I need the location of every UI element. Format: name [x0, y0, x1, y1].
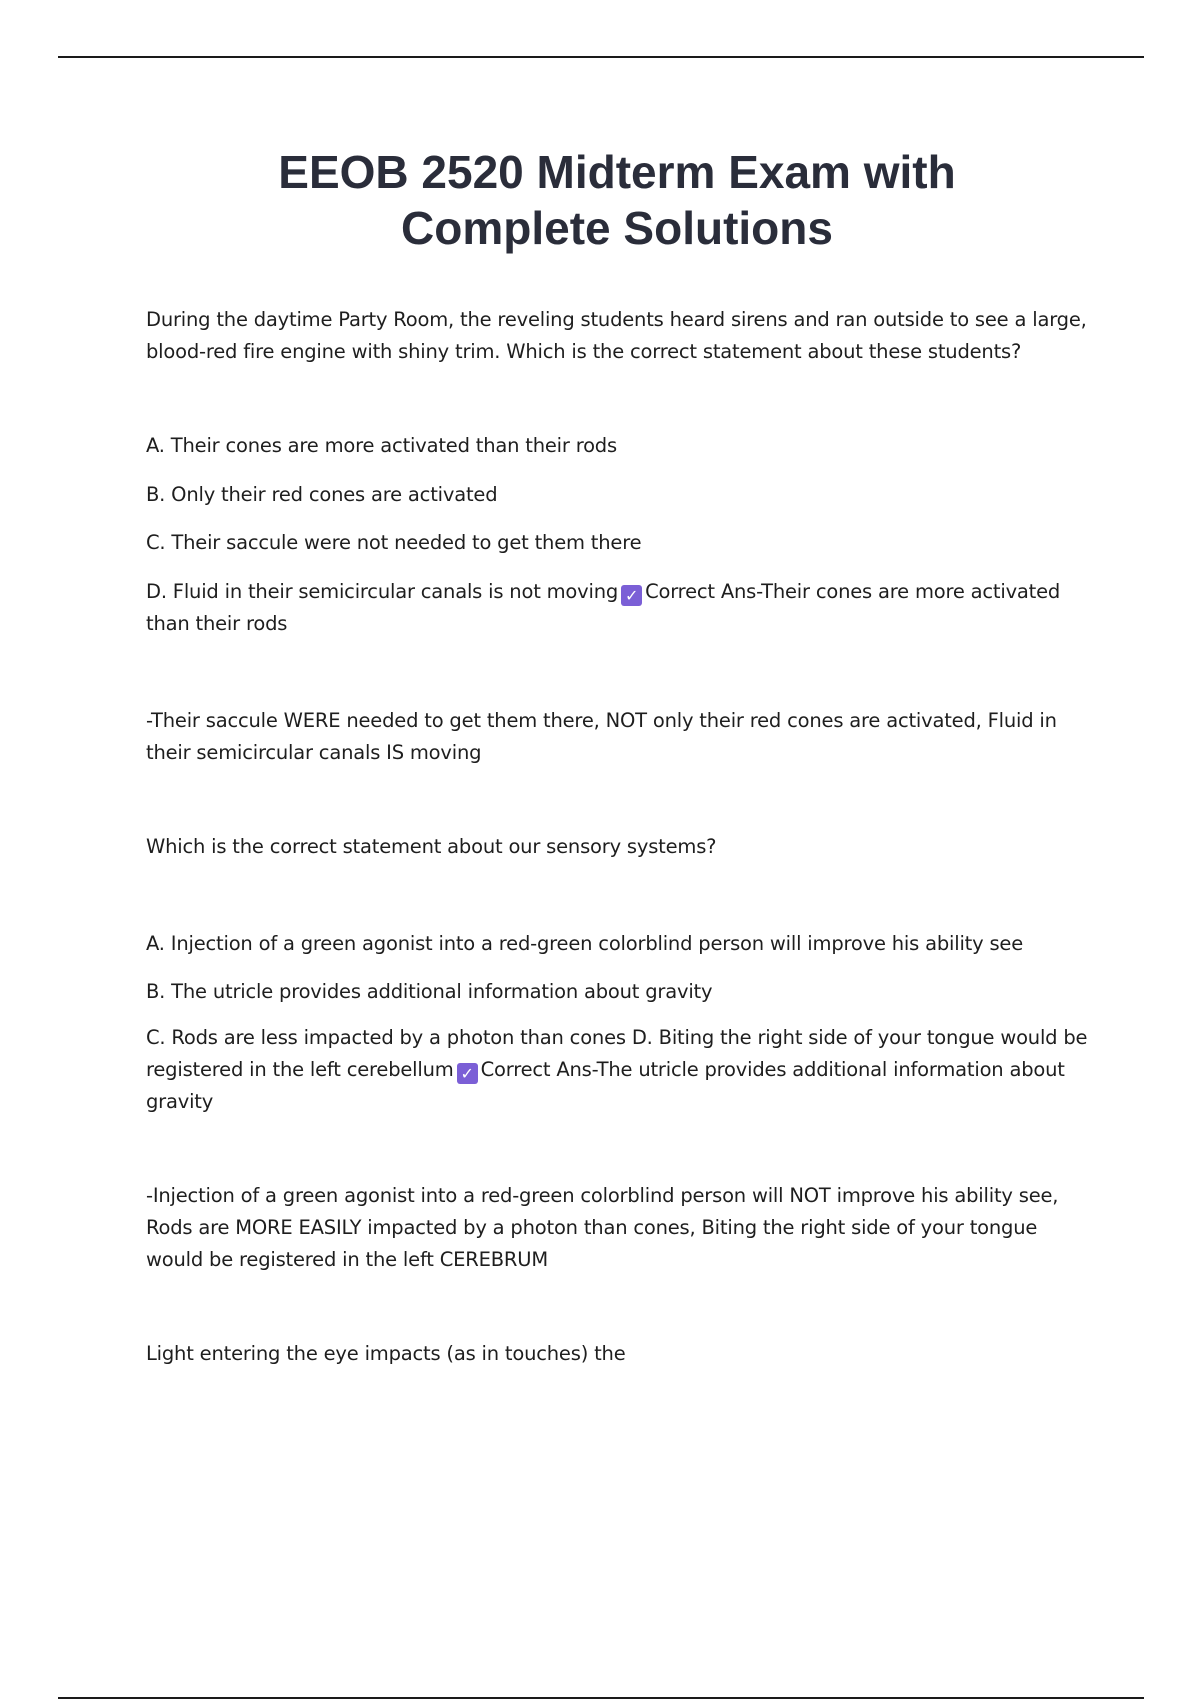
bottom-rule	[58, 1697, 1144, 1699]
q1-answer: Correct Ans-Their cones are more activated than their rods	[146, 580, 1061, 635]
q1-option-d-line	[146, 576, 1091, 640]
q2-option-cd-line	[146, 1022, 1091, 1118]
q2-answer: Correct Ans-The utricle provides additional information about gravity	[146, 1058, 1065, 1113]
q2-option-b: B. The utricle provides additional information about gravity	[146, 980, 713, 1003]
q1-option-c: C. Their saccule were not needed to get them there	[146, 531, 642, 554]
q1-option-d: D. Fluid in their semicircular canals is not moving	[146, 580, 619, 603]
title-line-1: EEOB 2520 Midterm Exam with	[278, 146, 956, 198]
q1-question: During the daytime Party Room, the reveling students heard sirens and ran outside to see a large, blood-red fire engine with shiny trim. Which is the correct statement about these students?	[146, 308, 1087, 363]
q2-question: Which is the correct statement about our sensory systems?	[146, 835, 717, 858]
q3-question: Light entering the eye impacts (as in touches) the	[146, 1342, 626, 1365]
document-title	[0, 144, 1200, 256]
checkmark-box-icon: ✓	[457, 1063, 478, 1084]
checkmark-box-icon: ✓	[621, 585, 642, 606]
q2-option-a: A. Injection of a green agonist into a red-green colorblind person will improve his ability see	[146, 932, 1024, 955]
title-line-2: Complete Solutions	[401, 202, 833, 254]
q2-option-cd: C. Rods are less impacted by a photon than cones D. Biting the right side of your tongue would be registered in the left cerebellum	[146, 1026, 1088, 1081]
document-body	[146, 304, 1091, 1370]
q1-option-b: B. Only their red cones are activated	[146, 483, 498, 506]
q1-explanation: -Their saccule WERE needed to get them there, NOT only their red cones are activated, Fluid in their semicircular canals IS moving	[146, 709, 1057, 764]
q1-option-a: A. Their cones are more activated than their rods	[146, 434, 617, 457]
top-rule	[58, 56, 1144, 58]
q2-explanation: -Injection of a green agonist into a red-green colorblind person will NOT improve his ability see, Rods are MORE EASILY impacted by a photon than cones, Biting the right side of your tongue would be registered in the left CEREBRUM	[146, 1184, 1059, 1271]
